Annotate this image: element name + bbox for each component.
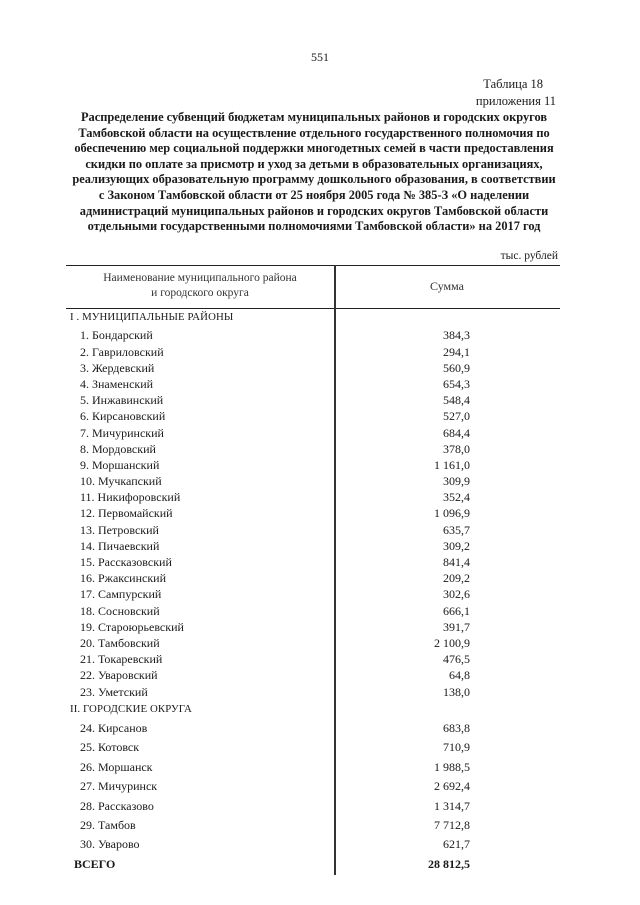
title-line: Тамбовской области на осуществление отдельного государственного полномочия по bbox=[78, 125, 550, 140]
appendix-label: приложения 11 bbox=[475, 94, 556, 108]
table-row: 18. Сосновский 666,1 bbox=[80, 603, 470, 618]
table-row: 26. Моршанск 1 988,5 bbox=[80, 759, 470, 774]
table-row: 15. Рассказовский 841,4 bbox=[80, 555, 470, 570]
table-row: 23. Уметский 138,0 bbox=[80, 684, 470, 699]
section-header-city-districts: II. ГОРОДСКИЕ ОКРУГА bbox=[70, 702, 192, 715]
header-name-line2: и городского округа bbox=[151, 287, 249, 299]
header-sum-column: Сумма bbox=[430, 279, 464, 293]
table-label: Таблица 18 bbox=[483, 77, 543, 91]
header-name-line1: Наименование муниципального района bbox=[103, 272, 297, 284]
table-row: 25. Котовск 710,9 bbox=[80, 740, 470, 755]
title-line: Распределение субвенций бюджетам муниципальных районов и городских округов bbox=[80, 110, 548, 124]
table-row: 13. Петровский 635,7 bbox=[80, 522, 470, 537]
title-line: с Законом Тамбовской области от 25 ноября 2005 года № 385-З «О наделении bbox=[98, 187, 530, 202]
title-line: администраций муниципальных районов и городских округов Тамбовской области bbox=[79, 203, 549, 218]
table-row: 3. Жердевский 560,9 bbox=[80, 360, 470, 375]
table-row: 28. Рассказово 1 314,7 bbox=[80, 798, 470, 813]
table-row: 2. Гавриловский 294,1 bbox=[80, 344, 470, 359]
table-row: 14. Пичаевский 309,2 bbox=[80, 538, 470, 553]
units-label: тыс. рублей bbox=[500, 250, 558, 262]
page-number: 551 bbox=[311, 50, 329, 64]
table-row: 10. Мучкапский 309,9 bbox=[80, 474, 470, 489]
table-row: 1. Бондарский 384,3 bbox=[80, 328, 470, 343]
title-line: скидки по оплате за присмотр и уход за детьми в образовательных организациях, bbox=[85, 156, 543, 171]
table-row: 27. Мичуринск 2 692,4 bbox=[80, 779, 470, 794]
document-title bbox=[66, 110, 562, 235]
table-row: 5. Инжавинский 548,4 bbox=[80, 393, 470, 408]
table-row: 24. Кирсанов 683,8 bbox=[80, 721, 470, 736]
total-row: ВСЕГО 28 812,5 bbox=[74, 856, 470, 871]
table-row: 4. Знаменский 654,3 bbox=[80, 376, 470, 391]
table-row: 21. Токаревский 476,5 bbox=[80, 652, 470, 667]
title-line: реализующих образовательную программу дошкольного образования, в соответствии bbox=[72, 172, 556, 187]
table-row: 20. Тамбовский 2 100,9 bbox=[80, 635, 470, 650]
table-header bbox=[66, 265, 560, 309]
table-row: 9. Моршанский 1 161,0 bbox=[80, 457, 470, 472]
table-row: 7. Мичуринский 684,4 bbox=[80, 425, 470, 440]
header-name-column bbox=[66, 271, 334, 301]
subsidy-table bbox=[66, 265, 560, 309]
table-row: 19. Староюрьевский 391,7 bbox=[80, 619, 470, 634]
table-row: 16. Ржаксинский 209,2 bbox=[80, 571, 470, 586]
table-row: 6. Кирсановский 527,0 bbox=[80, 409, 470, 424]
table-row: 8. Мордовский 378,0 bbox=[80, 441, 470, 456]
table-row: 11. Никифоровский 352,4 bbox=[80, 490, 470, 505]
table-row: 22. Уваровский 64,8 bbox=[80, 668, 470, 683]
table-row: 29. Тамбов 7 712,8 bbox=[80, 818, 470, 833]
table-row: 17. Сампурский 302,6 bbox=[80, 587, 470, 602]
title-line: обеспечению мер социальной поддержки многодетных семей в части предоставления bbox=[74, 141, 554, 156]
table-row: 30. Уварово 621,7 bbox=[80, 837, 470, 852]
table-row: 12. Первомайский 1 096,9 bbox=[80, 506, 470, 521]
table-body bbox=[66, 308, 560, 874]
section-header-districts: I . МУНИЦИПАЛЬНЫЕ РАЙОНЫ bbox=[70, 311, 234, 323]
title-line: отдельными государственными полномочиями Тамбовской области» на 2017 год bbox=[87, 219, 541, 234]
